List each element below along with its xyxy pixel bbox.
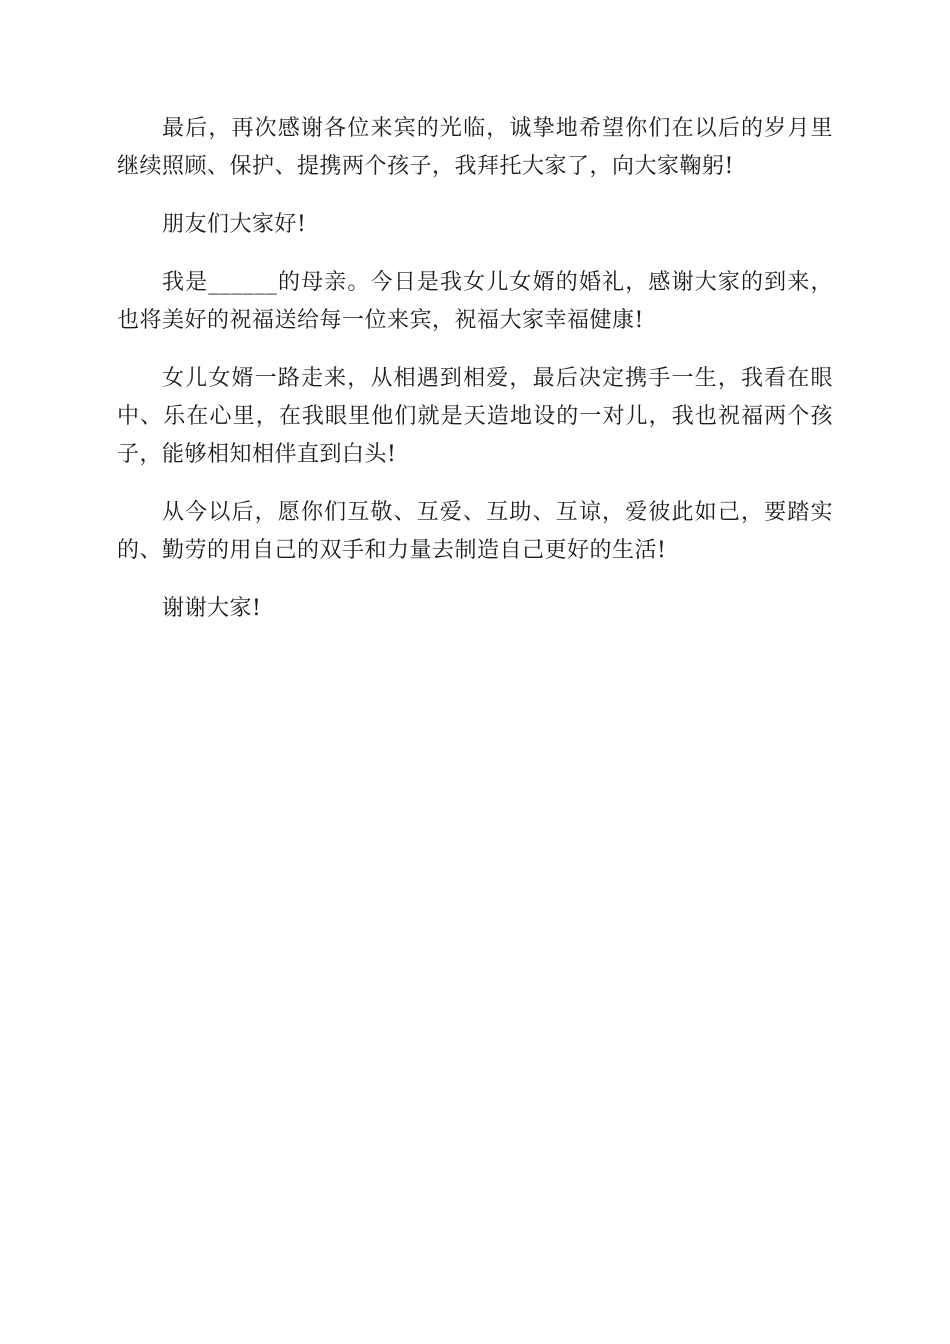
paragraph-couple-story: 女儿女婿一路走来，从相遇到相爱，最后决定携手一生，我看在眼中、乐在心里，在我眼里他们就是天造地设的一对儿，我也祝福两个孩子，能够相知相伴直到白头!	[117, 366, 833, 467]
paragraph-closing-thanks: 最后，再次感谢各位来宾的光临，诚挚地希望你们在以后的岁月里继续照顾、保护、提携两个孩子，我拜托大家了，向大家鞠躬!	[117, 116, 833, 179]
paragraph-wishes: 从今以后，愿你们互敬、互爱、互助、互谅，爱彼此如己，要踏实的、勤劳的用自己的双手和力量去制造自己更好的生活!	[117, 500, 833, 563]
paragraph-greeting: 朋友们大家好!	[162, 212, 307, 237]
paragraph-introduction: 我是______的母亲。今日是我女儿女婿的婚礼，感谢大家的到来，也将美好的祝福送给每一位来宾，祝福大家幸福健康!	[117, 270, 833, 333]
document-body	[117, 110, 833, 648]
paragraph-thank-you: 谢谢大家!	[162, 596, 262, 621]
